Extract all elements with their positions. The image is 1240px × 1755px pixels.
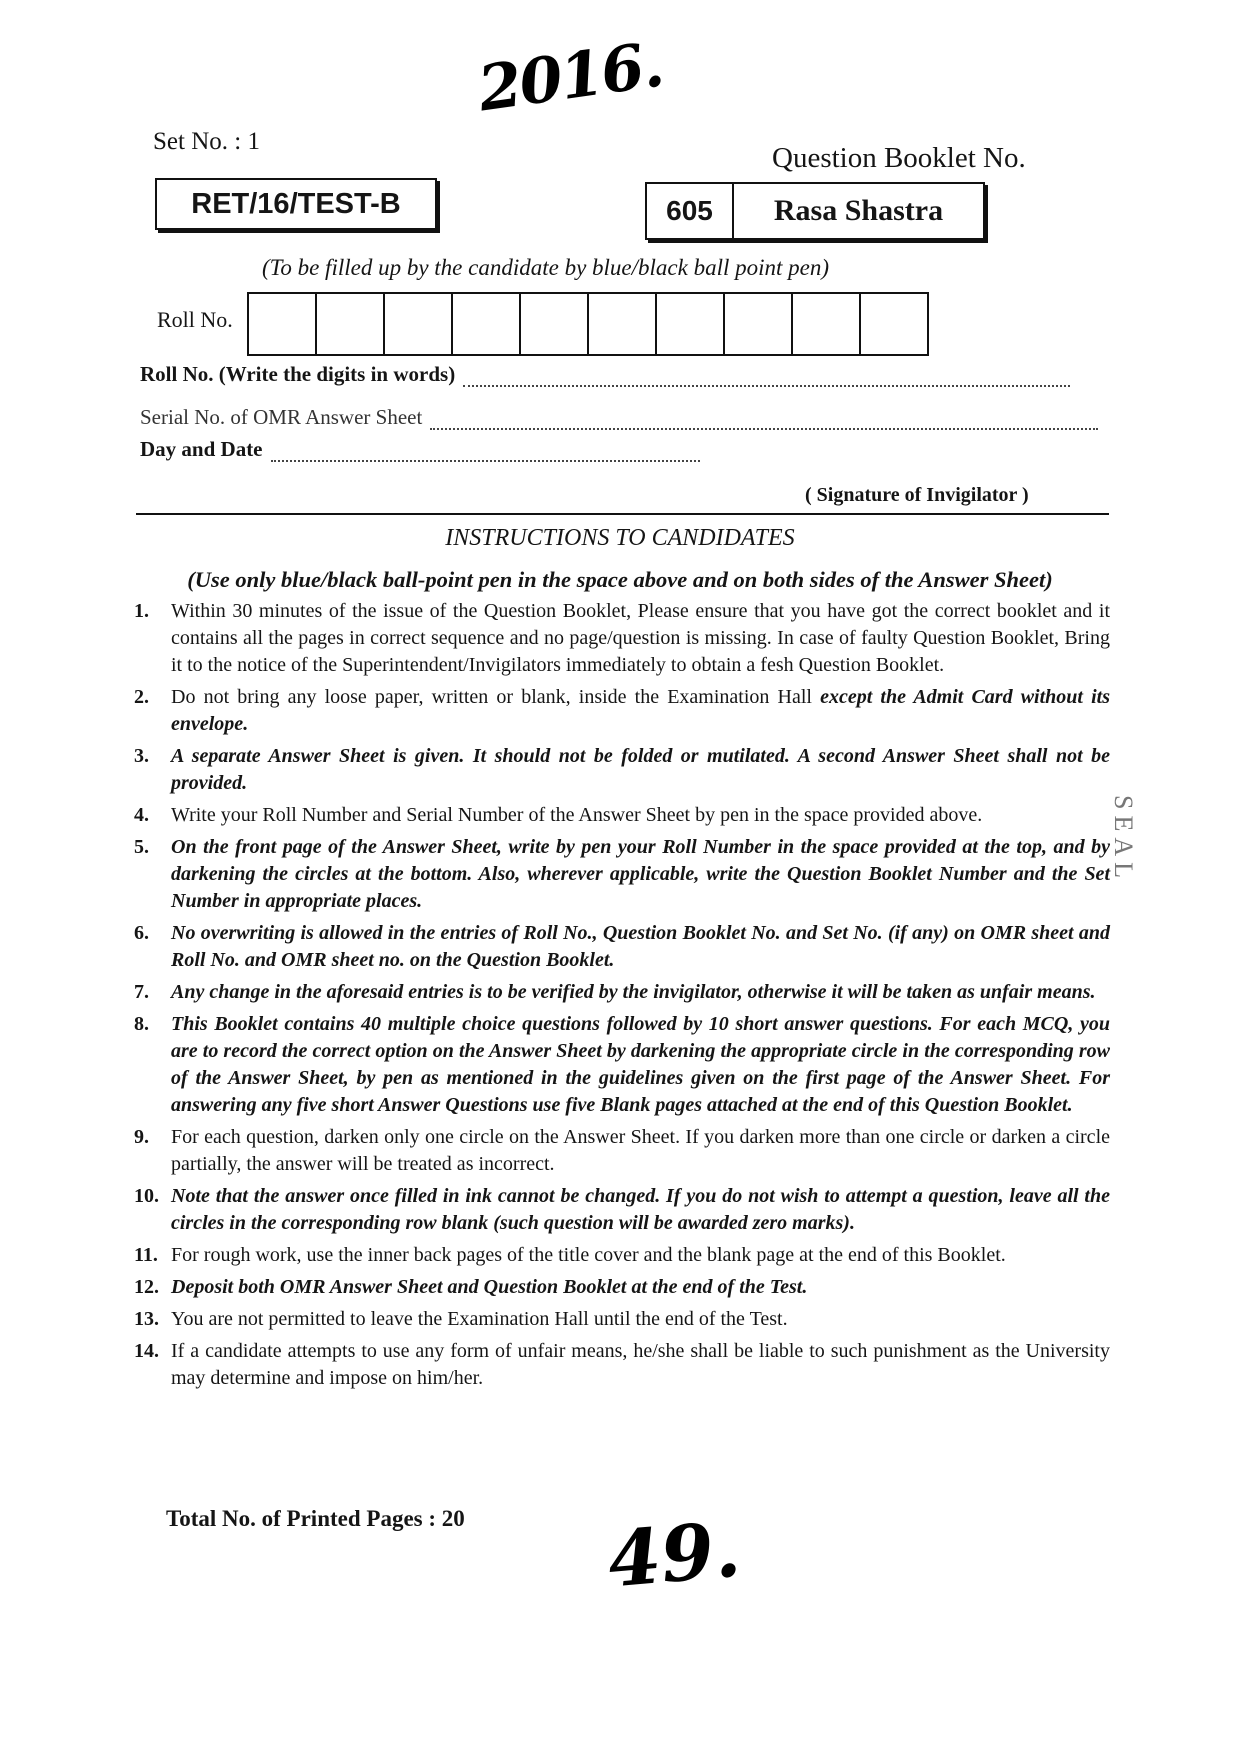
seal-stamp: SEAL — [1109, 795, 1138, 884]
instruction-text — [171, 1274, 1110, 1301]
instruction-body: On the front page of the Answer Sheet, write by pen your Roll Number in the space provided at the top, and by darkening the circles at the bottom. Also, wherever applicable, write the Question Booklet Number and the Set Number in appropriate places. — [171, 836, 1110, 912]
instruction-text — [171, 834, 1110, 915]
instruction-item — [134, 979, 1110, 1006]
day-date-label: Day and Date — [140, 437, 263, 461]
instruction-number: 5. — [134, 836, 149, 858]
roll-digit-box[interactable] — [317, 294, 385, 354]
booklet-number: 605 — [647, 184, 734, 238]
roll-digit-box[interactable] — [249, 294, 317, 354]
instructions-heading: INSTRUCTIONS TO CANDIDATES — [445, 525, 795, 551]
instruction-emphasis: except the Admit Card without its envelope. — [171, 686, 1110, 735]
instruction-body: Note that the answer once filled in ink cannot be changed. If you do not wish to attempt a question, leave all the circles in the corresponding row blank (such question will be awarded zero marks). — [171, 1185, 1110, 1234]
instruction-number: 8. — [134, 1013, 149, 1035]
roll-words-field[interactable] — [140, 362, 1070, 387]
roll-digit-box[interactable] — [793, 294, 861, 354]
instruction-text — [171, 684, 1110, 738]
question-booklet-label: Question Booklet No. — [772, 142, 1026, 174]
instruction-body: Within 30 minutes of the issue of the Question Booklet, Please ensure that you have got the correct booklet and it contains all the pages in correct sequence and no page/question is missing. In case of faulty Question Booklet, Bring it to the notice of the Superintendent/Invigilators immediately to obtain a fesh Question Booklet. — [171, 600, 1110, 676]
instruction-item — [134, 743, 1110, 797]
fill-note: (To be filled up by the candidate by blue/black ball point pen) — [262, 255, 830, 280]
instruction-text — [171, 1124, 1110, 1178]
instruction-item — [134, 1183, 1110, 1237]
instruction-text — [171, 920, 1110, 974]
instruction-text — [171, 1338, 1110, 1392]
instruction-item — [134, 802, 1110, 829]
instruction-number: 10. — [134, 1185, 159, 1207]
roll-no-label: Roll No. — [157, 307, 233, 332]
instruction-item — [134, 1124, 1110, 1178]
instruction-body: Write your Roll Number and Serial Number of the Answer Sheet by pen in the space provided above. — [171, 804, 983, 826]
instruction-text — [171, 743, 1110, 797]
test-code-box: RET/16/TEST-B — [155, 178, 437, 230]
instruction-item — [134, 684, 1110, 738]
instruction-body: If a candidate attempts to use any form of unfair means, he/she shall be liable to such punishment as the University may determine and impose on him/her. — [171, 1340, 1110, 1389]
roll-digit-box[interactable] — [453, 294, 521, 354]
instruction-body: A separate Answer Sheet is given. It should not be folded or mutilated. A second Answer Sheet shall not be provided. — [171, 745, 1110, 794]
instruction-item — [134, 834, 1110, 915]
instruction-body: For each question, darken only one circle on the Answer Sheet. If you darken more than one circle or darken a circle partially, the answer will be treated as incorrect. — [171, 1126, 1110, 1175]
handwritten-number: 49. — [604, 1504, 744, 1605]
roll-digit-box[interactable] — [861, 294, 927, 354]
divider — [136, 513, 1109, 515]
roll-digit-box[interactable] — [385, 294, 453, 354]
roll-words-label: Roll No. (Write the digits in words) — [140, 362, 456, 386]
instruction-text — [171, 598, 1110, 679]
omr-serial-label: Serial No. of OMR Answer Sheet — [140, 405, 423, 429]
handwritten-year: 2016. — [473, 27, 667, 126]
total-printed-pages: Total No. of Printed Pages : 20 — [166, 1506, 465, 1531]
instruction-number: 2. — [134, 686, 149, 708]
instruction-number: 1. — [134, 600, 149, 622]
instruction-body: This Booklet contains 40 multiple choice questions followed by 10 short answer questions. For each MCQ, you are to record the correct option on the Answer Sheet by darkening the appropriate circle in the corresponding row of the Answer Sheet, by pen as mentioned in the guidelines given on the first page of the Answer Sheet. For answering any five short Answer Questions use five Blank pages attached at the end of this Question Booklet. — [171, 1013, 1110, 1116]
instructions-subheading: (Use only blue/black ball-point pen in the space above and on both sides of the Answer Sheet) — [187, 567, 1053, 592]
instruction-number: 4. — [134, 804, 149, 826]
dotted-line — [271, 446, 700, 462]
question-booklet-box — [645, 182, 985, 240]
instruction-body: For rough work, use the inner back pages of the title cover and the blank page at the end of this Booklet. — [171, 1244, 1006, 1266]
instruction-item — [134, 1242, 1110, 1269]
instruction-body: No overwriting is allowed in the entries of Roll No., Question Booklet No. and Set No. (if any) on OMR sheet and Roll No. and OMR sheet no. on the Question Booklet. — [171, 922, 1110, 971]
day-date-field[interactable] — [140, 437, 700, 462]
instruction-number: 7. — [134, 981, 149, 1003]
instruction-item — [134, 1274, 1110, 1301]
instruction-number: 9. — [134, 1126, 149, 1148]
subject-name: Rasa Shastra — [773, 194, 944, 227]
instruction-number: 6. — [134, 922, 149, 944]
omr-serial-field[interactable] — [140, 405, 1098, 430]
instruction-body: You are not permitted to leave the Examination Hall until the end of the Test. — [171, 1308, 788, 1330]
instruction-text — [171, 979, 1110, 1006]
instruction-text — [171, 1183, 1110, 1237]
instruction-item — [134, 920, 1110, 974]
instruction-number: 12. — [134, 1276, 159, 1298]
invigilator-signature-label: ( Signature of Invigilator ) — [805, 484, 1029, 506]
roll-number-grid[interactable] — [247, 292, 929, 356]
instruction-text — [171, 1242, 1110, 1269]
instruction-body: Do not bring any loose paper, written or blank, inside the Examination Hall — [171, 686, 812, 708]
instruction-item — [134, 598, 1110, 679]
instruction-number: 3. — [134, 745, 149, 767]
dotted-line — [463, 371, 1070, 387]
instruction-item — [134, 1338, 1110, 1392]
instructions-list — [134, 598, 1110, 1397]
instruction-item — [134, 1306, 1110, 1333]
dotted-line — [430, 414, 1098, 430]
roll-digit-box[interactable] — [657, 294, 725, 354]
instruction-text — [171, 802, 1110, 829]
instruction-body: Any change in the aforesaid entries is to be verified by the invigilator, otherwise it will be taken as unfair means. — [171, 981, 1096, 1003]
instruction-number: 11. — [134, 1244, 158, 1266]
set-number: Set No. : 1 — [153, 128, 260, 155]
instruction-text — [171, 1306, 1110, 1333]
roll-digit-box[interactable] — [725, 294, 793, 354]
instruction-item — [134, 1011, 1110, 1119]
instruction-number: 14. — [134, 1340, 159, 1362]
instruction-number: 13. — [134, 1308, 159, 1330]
instruction-text — [171, 1011, 1110, 1119]
roll-digit-box[interactable] — [589, 294, 657, 354]
roll-digit-box[interactable] — [521, 294, 589, 354]
instruction-body: Deposit both OMR Answer Sheet and Question Booklet at the end of the Test. — [171, 1276, 808, 1298]
